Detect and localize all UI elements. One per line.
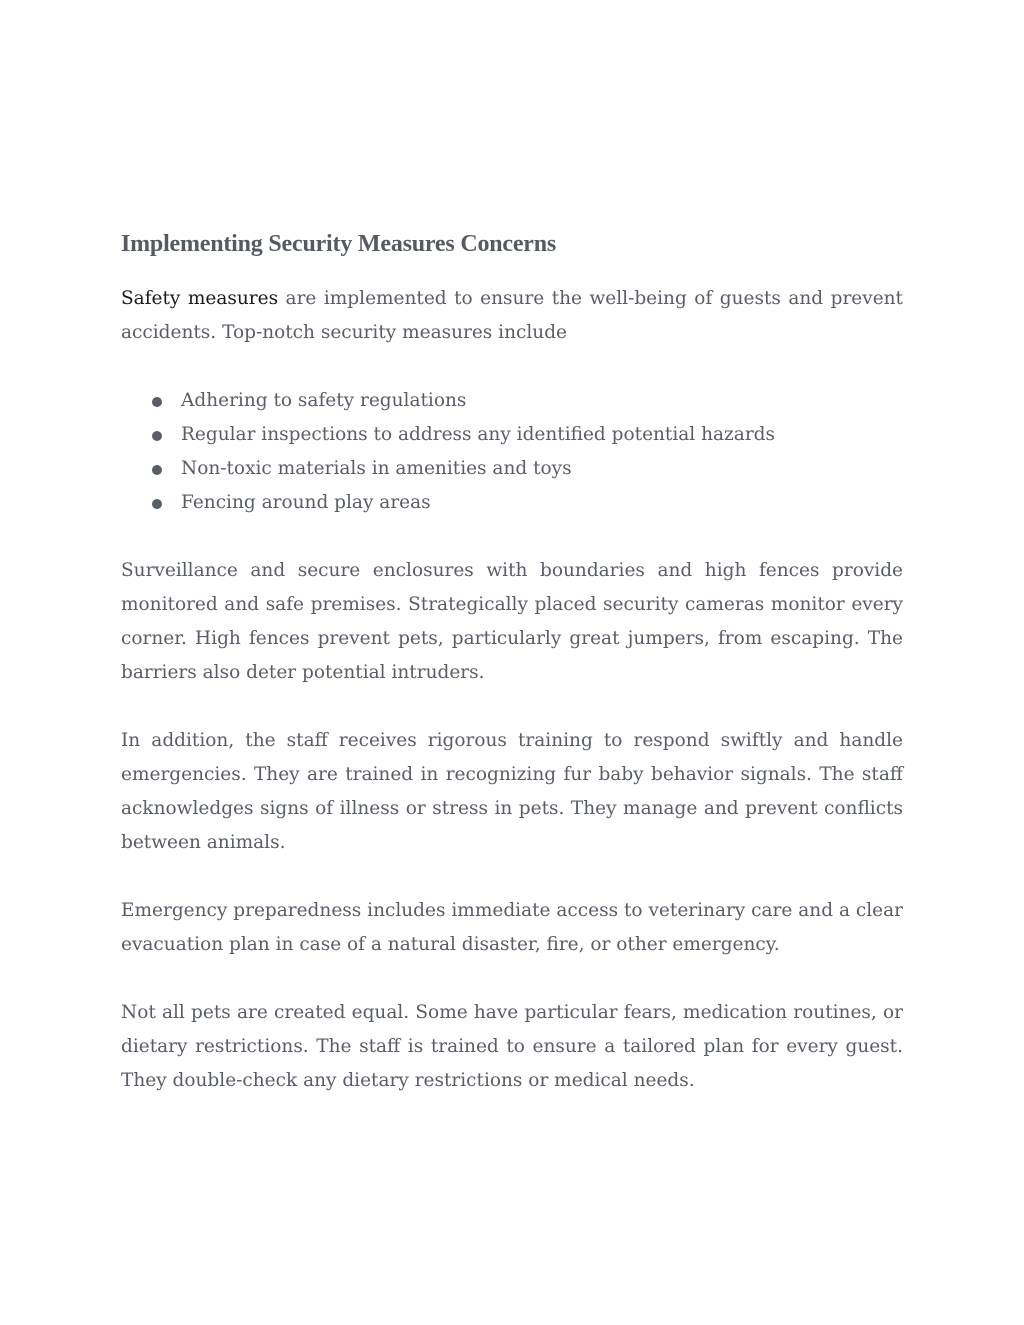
- intro-paragraph: [121, 282, 903, 350]
- document-page: [121, 226, 903, 1098]
- list-item: Regular inspections to address any identified potential hazards: [121, 418, 903, 452]
- emergency-paragraph: Emergency preparedness includes immediate access to veterinary care and a clear evacuation plan in case of a natural disaster, fire, or other emergency.: [121, 900, 903, 955]
- list-item: Non-toxic materials in amenities and toys: [121, 452, 903, 486]
- list-item: Adhering to safety regulations: [121, 384, 903, 418]
- tailored-plan-paragraph: Not all pets are created equal. Some have particular fears, medication routines, or dietary restrictions. The staff is trained to ensure a tailored plan for every guest. They double-check any dietary restrictions or medical needs.: [121, 1002, 903, 1091]
- staff-training-paragraph: In addition, the staff receives rigorous training to respond swiftly and handle emergencies. They are trained in recognizing fur baby behavior signals. The staff acknowledges signs of illness or stress in pets. They manage and prevent conflicts between animals.: [121, 730, 903, 853]
- security-measures-list: [121, 384, 903, 520]
- bullet-dot-icon: [152, 397, 162, 407]
- section-heading: Implementing Security Measures Concerns: [121, 231, 557, 257]
- bullet-dot-icon: [152, 499, 162, 509]
- bullet-dot-icon: [152, 431, 162, 441]
- list-item: Fencing around play areas: [121, 486, 903, 520]
- bullet-dot-icon: [152, 465, 162, 475]
- safety-measures-link[interactable]: Safety measures: [121, 288, 279, 309]
- surveillance-paragraph: Surveillance and secure enclosures with boundaries and high fences provide monitored and safe premises. Strategically placed security cameras monitor every corner. High fences prevent pets, particularly great jumpers, from escaping. The barriers also deter potential intruders.: [121, 560, 903, 683]
- intro-text: are implemented to ensure the well-being of guests and prevent accidents. Top-notch security measures include: [121, 288, 903, 343]
